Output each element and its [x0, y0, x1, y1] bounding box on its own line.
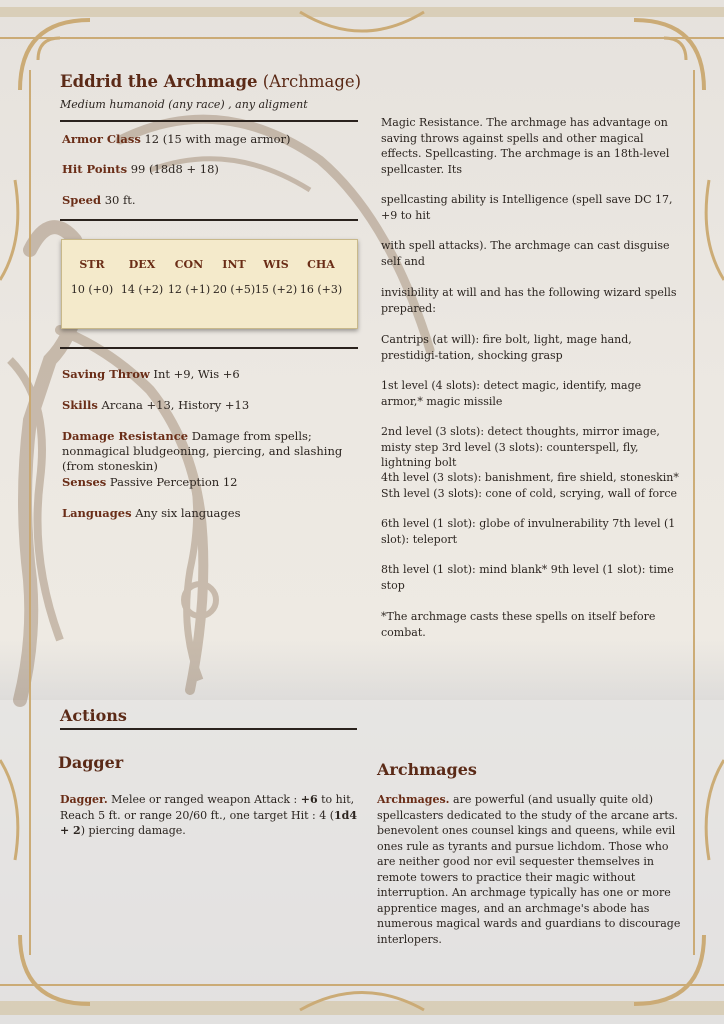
- dagger-text: to hit, Reach 5 ft. or range 20/60 ft., one target Hit : 4 (: [60, 793, 355, 822]
- skills: [62, 398, 249, 412]
- divider: [60, 219, 358, 221]
- lore-text: are powerful (and usually quite old) spellcasters dedicated to the study of the arcane arts. benevolent ones counsel kings and queens, while evil ones rule as tyrants and pursue lichdom. Those who are neither good nor evil sequester themselves in remote towers to practice their magic without interruption. An archmage typically has one or more apprentice mages, and an archmage's abode has numerous magical wards and guardians to discourage interlopers.: [377, 793, 681, 946]
- ability-value: 10 (+0): [70, 283, 114, 296]
- ability-name: STR: [79, 258, 105, 271]
- monster-subtitle: Medium humanoid (any race) , any aligment: [60, 98, 308, 111]
- senses-label: Senses: [62, 475, 107, 489]
- hit-points-label: Hit Points: [62, 162, 128, 176]
- armor-class: [62, 132, 291, 146]
- ability-scores-box: [61, 239, 358, 329]
- ability-name: WIS: [263, 258, 289, 271]
- spell-list-item: 8th level (1 slot): mind blank* 9th level (1 slot): time stop: [381, 563, 674, 592]
- actions-heading: Actions: [60, 706, 127, 725]
- divider: [60, 728, 357, 730]
- ability-value: 16 (+3): [299, 283, 343, 296]
- senses-value: Passive Perception 12: [109, 475, 238, 489]
- speed: [62, 193, 136, 207]
- lore-paragraph: [377, 792, 689, 947]
- divider: [60, 120, 358, 122]
- ability-value: 20 (+5): [212, 283, 256, 296]
- dagger-text: Melee or ranged weapon Attack :: [107, 793, 301, 806]
- dagger-dice: 1d4 + 2: [60, 808, 358, 837]
- ability-value: 12 (+1): [167, 283, 211, 296]
- monster-type: (Archmage): [262, 72, 362, 91]
- spell-footnote: *The archmage casts these spells on itself before combat.: [381, 610, 656, 639]
- trait-paragraph: Magic Resistance. The archmage has advantage on saving throws against spells and other magical effects. Spellcasting. The archmage is an 18th-level spellcaster. Its: [381, 116, 670, 176]
- trait-paragraph: invisibility at will and has the following wizard spells prepared:: [381, 286, 677, 315]
- saving-throw-value: Int +9, Wis +6: [153, 367, 240, 381]
- monster-name: Eddrid the Archmage: [60, 72, 258, 91]
- lore-label: Archmages.: [377, 793, 450, 806]
- languages-value: Any six languages: [135, 506, 241, 520]
- senses: [62, 475, 237, 489]
- trait-paragraph: with spell attacks). The archmage can cast disguise self and: [381, 239, 670, 268]
- ability-name: INT: [222, 258, 246, 271]
- ability-value: 15 (+2): [254, 283, 298, 296]
- hit-points-value: 99 (18d8 + 18): [130, 162, 219, 176]
- ability-int: [210, 258, 258, 296]
- spell-list-item: 4th level (3 slots): banishment, fire shield, stoneskin* Sth level (3 slots): cone of cold, scrying, wall of force: [381, 471, 679, 500]
- armor-class-value: 12 (15 with mage armor): [144, 132, 291, 146]
- trait-paragraph: spellcasting ability is Intelligence (spell save DC 17, +9 to hit: [381, 193, 673, 222]
- ability-dex: [118, 258, 166, 296]
- armor-class-label: Armor Class: [62, 132, 141, 146]
- ability-name: CON: [174, 258, 204, 271]
- ability-wis: [252, 258, 300, 296]
- skills-label: Skills: [62, 398, 98, 412]
- speed-label: Speed: [62, 193, 102, 207]
- saving-throw-label: Saving Throw: [62, 367, 150, 381]
- ability-str: [68, 258, 116, 296]
- dagger-bonus: +6: [300, 793, 318, 806]
- damage-resistance-value: Damage from spells; nonmagical bludgeoning, piercing, and slashing (from stoneskin): [62, 429, 343, 473]
- spell-list-item: 1st level (4 slots): detect magic, identify, mage armor,* magic missile: [381, 379, 642, 408]
- dagger-heading: Dagger: [58, 753, 124, 772]
- ability-name: DEX: [128, 258, 156, 271]
- ability-cha: [297, 258, 345, 296]
- lore-heading: Archmages: [377, 760, 477, 779]
- ability-name: CHA: [307, 258, 335, 271]
- damage-resistance-label: Damage Resistance: [62, 429, 189, 443]
- skills-value: Arcana +13, History +13: [101, 398, 250, 412]
- divider: [60, 347, 358, 349]
- dagger-text: ) piercing damage.: [80, 824, 186, 837]
- spell-list-item: 2nd level (3 slots): detect thoughts, mirror image, misty step 3rd level (3 slots): counterspell, fly, lightning bolt: [381, 425, 660, 469]
- hit-points: [62, 162, 219, 176]
- dagger-action: [60, 792, 370, 839]
- speed-value: 30 ft.: [104, 193, 136, 207]
- monster-title: [60, 72, 361, 91]
- languages-label: Languages: [62, 506, 132, 520]
- spell-list-item: 6th level (1 slot): globe of invulnerability 7th level (1 slot): teleport: [381, 517, 676, 546]
- dagger-label: Dagger.: [60, 793, 108, 806]
- damage-resistance: [62, 429, 362, 474]
- saving-throw: [62, 367, 240, 381]
- spell-list-item: Cantrips (at will): fire bolt, light, mage hand, prestidigi-tation, shocking grasp: [381, 333, 632, 362]
- languages: [62, 506, 240, 520]
- ability-value: 14 (+2): [120, 283, 164, 296]
- ability-con: [165, 258, 213, 296]
